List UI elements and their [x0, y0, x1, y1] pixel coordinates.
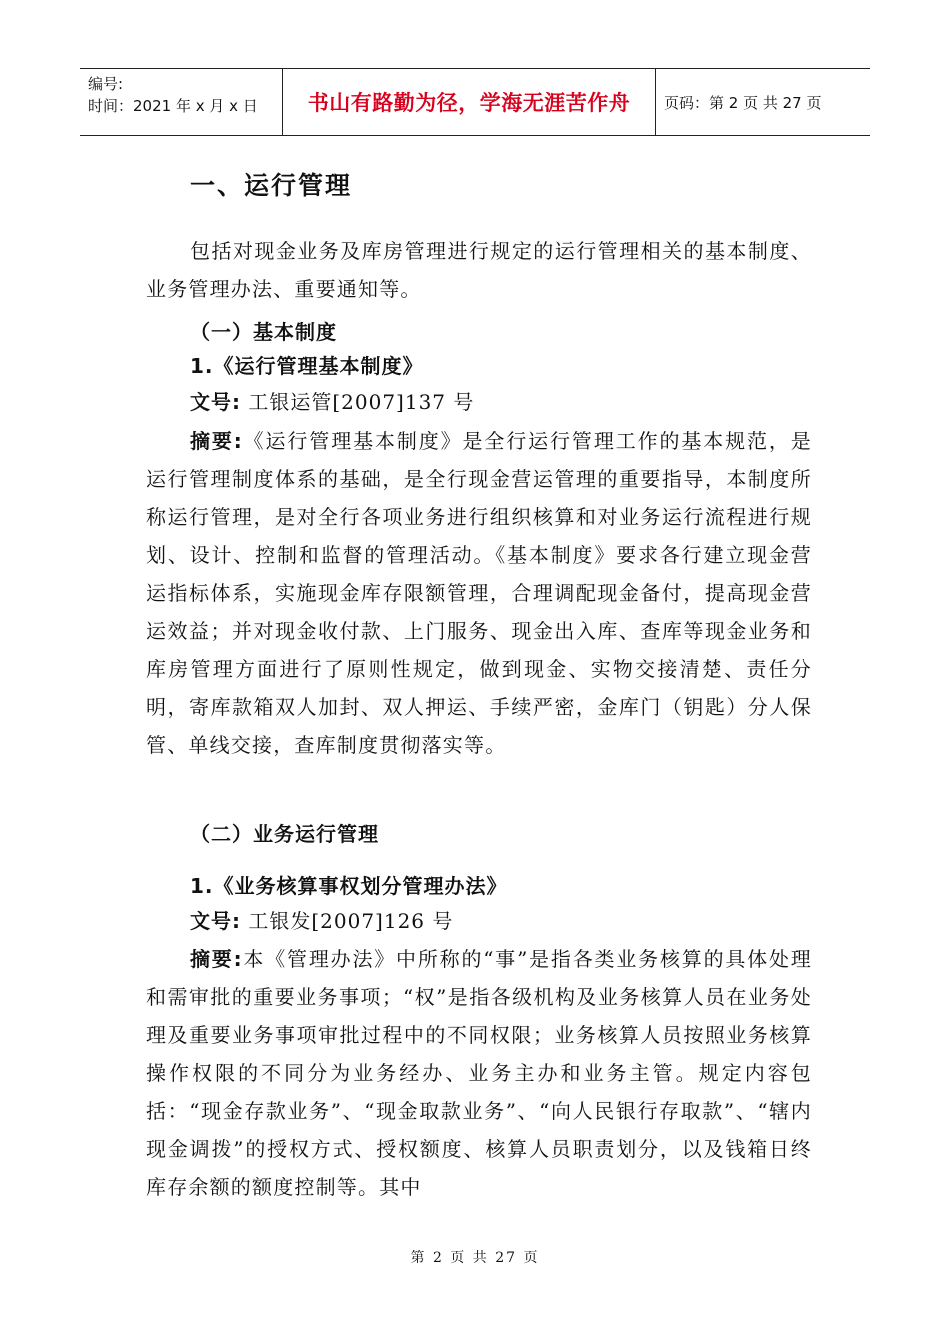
section-intro: 包括对现金业务及库房管理进行规定的运行管理相关的基本制度、业务管理办法、重要通知等。: [146, 239, 812, 301]
number-label: 编号:: [88, 75, 124, 93]
summary-paragraph-2: [146, 940, 812, 1206]
header-motto: 书山有路勤为径，学海无涯苦作舟: [282, 69, 656, 135]
header-page-info: 页码：第 2 页 共 27 页: [664, 93, 822, 112]
section-title: 一、运行管理: [190, 171, 353, 200]
subsection-title-operations: （二）业务运行管理: [190, 822, 379, 846]
item-title-authority-division: 1.《业务核算事权划分管理办法》: [190, 874, 508, 898]
doc-number-label: 文号:: [190, 909, 241, 933]
summary-text: 《运行管理基本制度》是全行运行管理工作的基本规范，是运行管理制度体系的基础，是全行现金营运管理的重要指导，本制度所称运行管理，是对全行各项业务进行组织核算和对业务运行流程进行规划、设计、控制和监督的管理活动。《基本制度》要求各行建立现金营运指标体系，实施现金库存限额管理，合理调配现金备付，提高现金营运效益；并对现金收付款、上门服务、现金出入库、查库等现金业务和库房管理方面进行了原则性规定，做到现金、实物交接清楚、责任分明，寄库款箱双人加封、双人押运、手续严密，金库门（钥匙）分人保管、单线交接，查库制度贯彻落实等。: [146, 429, 812, 757]
doc-number-line-2: [190, 905, 453, 934]
doc-number-line: [190, 386, 474, 415]
doc-number-value: 工银运管[2007]137 号: [248, 390, 475, 414]
header-meta: [80, 69, 282, 135]
summary-text: 本《管理办法》中所称的“事”是指各类业务核算的具体处理和需审批的重要业务事项；“权”是指各级机构及业务核算人员在业务处理及重要业务事项审批过程中的不同权限；业务核算人员按照业务核算操作权限的不同分为业务经办、业务主办和业务主管。规定内容包括：“现金存款业务”、“现金取款业务”、“向人民银行存取款”、“辖内现金调拨”的授权方式、授权额度、核算人员职责划分，以及钱箱日终库存余额的额度控制等。其中: [146, 947, 812, 1199]
doc-number-label: 文号:: [190, 390, 241, 414]
item-title-basic-regulation: 1.《运行管理基本制度》: [190, 354, 424, 378]
doc-number-value: 工银发[2007]126 号: [248, 909, 454, 933]
summary-label: 摘要:: [190, 947, 243, 971]
page-header: [80, 68, 870, 136]
summary-paragraph: [146, 422, 812, 764]
summary-label: 摘要:: [190, 429, 243, 453]
time-label: 时间：2021 年 x 月 x 日: [88, 97, 258, 115]
page-footer: 第 2 页 共 27 页: [410, 1250, 540, 1266]
subsection-title-basic: （一）基本制度: [190, 320, 337, 344]
